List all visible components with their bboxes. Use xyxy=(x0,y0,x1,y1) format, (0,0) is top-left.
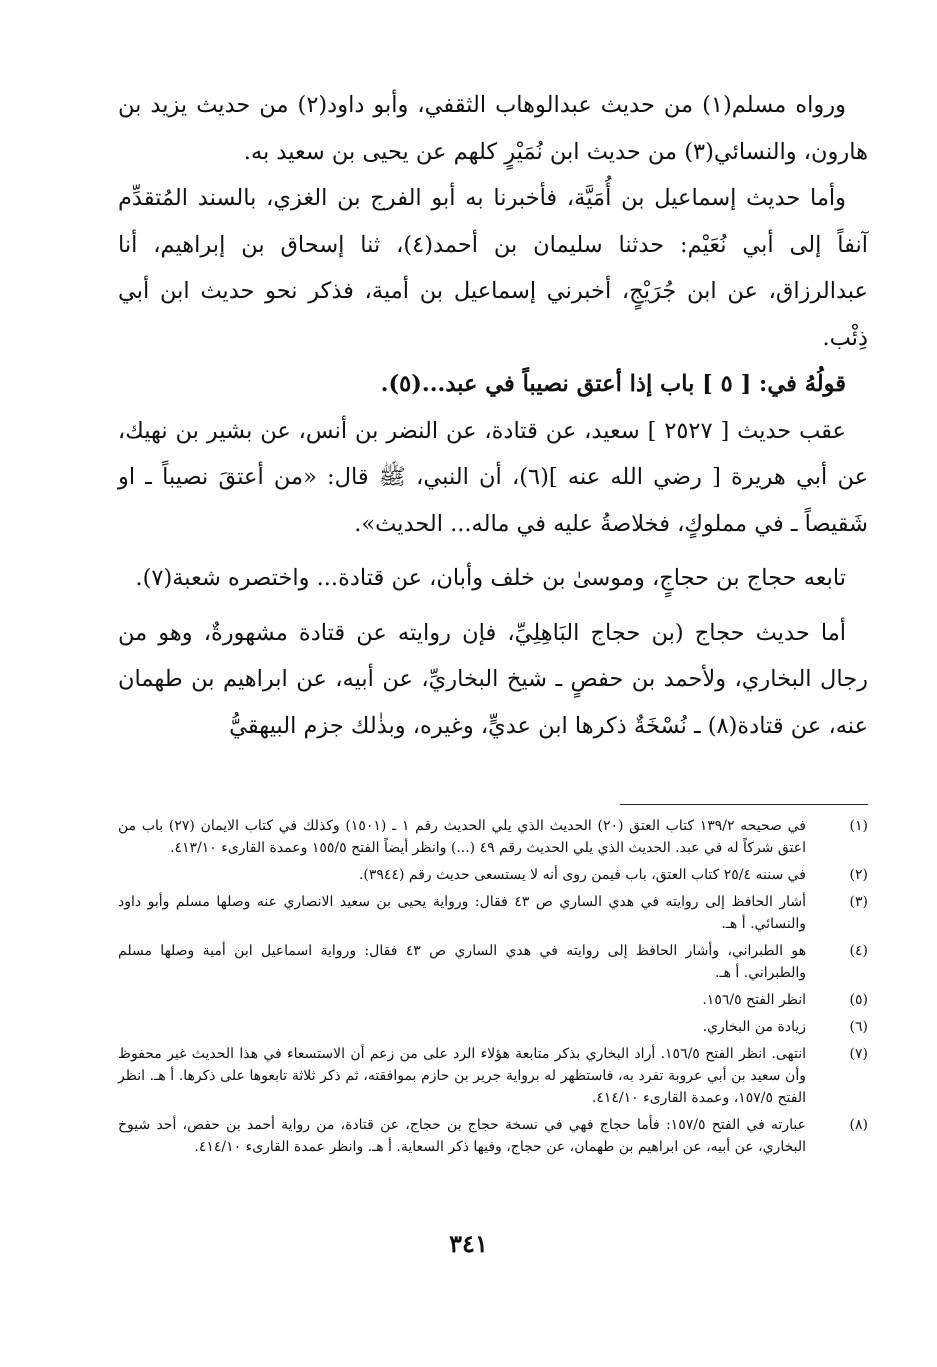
paragraph-3: عقب حديث [ ٢٥٢٧ ] سعيد، عن قتادة، عن النضر بن أنس، عن بشير بن نهيك، عن أبي هريرة [ رضي الله عنه ](٦)، أن النبي، ﷺ قال: «من أعتقَ نصيباً ـ او شَقيصاً ـ في مملوكٍ، فخلاصةُ عليه في ماله... الحديث». xyxy=(118,417,868,537)
section-heading: قولُهُ في: [ ٥ ] باب إذا أعتق نصيباً في عبد...(٥). xyxy=(380,371,846,397)
footnotes xyxy=(118,815,868,1163)
page-number: ٣٤١ xyxy=(449,1229,488,1258)
footnote-text: عبارته في الفتح ١٥٧/٥: فأما حجاج فهي في نسخة حجاج بن حجاج، عن قتادة، من رواية أحمد بن حفص، أحد شيوخ البخاري، عن أبيه، عن ابراهيم بن طهمان، عن حجاج، وفيها ذكر السعاية. أ هـ. وانظر عمدة القارىء ٤١٤/١٠. xyxy=(118,1117,806,1155)
footnote xyxy=(118,940,868,984)
footnote-number: (٤) xyxy=(849,943,868,959)
footnote-text: في سننه ٢٥/٤ كتاب العتق، باب فيمن روى أنه لا يستسعى حديث رقم (٣٩٤٤). xyxy=(358,867,806,883)
paragraph-4: تابعه حجاج بن حجاجٍ، وموسىٰ بن خلف وأبان، عن قتادة... واختصره شعبة(٧). xyxy=(135,565,846,591)
footnote-number: (٢) xyxy=(849,867,868,883)
footnote-text: انظر الفتح ١٥٦/٥. xyxy=(702,992,806,1008)
footnote-number: (٨) xyxy=(849,1117,868,1133)
footnote-text: انتهى. انظر الفتح ١٥٦/٥. أراد البخاري بذكر متابعة هؤلاء الرد على من زعم أن الاستسعاء في هذا الحديث غير محفوظ وأن سعيد بن أبي عروبة تفرد به، فاستظهر له برواية جرير بن حازم بموافقته، ثم ذكر ثلاثة تابعوها على ذكرها. أ هـ. انظر الفتح ١٥٧/٥، وعمدة القارىء ٤١٤/١٠. xyxy=(118,1046,806,1106)
footnote xyxy=(118,891,868,935)
footnote-number: (٧) xyxy=(849,1046,868,1062)
footnote-number: (٣) xyxy=(849,894,868,910)
footnote xyxy=(118,1114,868,1158)
footnote xyxy=(118,815,868,859)
footnote-text: زيادة من البخاري. xyxy=(702,1019,806,1035)
footnote xyxy=(118,1043,868,1109)
footnote xyxy=(118,864,868,886)
footnote-divider xyxy=(620,804,868,805)
footnote-number: (٦) xyxy=(849,1019,868,1035)
footnote-text: هو الطبراني، وأشار الحافظ إلى روايته في هدي الساري ص ٤٣ فقال: ورواية اسماعيل ابن أمية وصلها مسلم والطبراني. أ هـ. xyxy=(118,943,806,981)
paragraph-2: وأما حديث إسماعيل بن أُمَيَّة، فأخبرنا به أبو الفرج بن الغزي، بالسند المُتقدِّم آنفاً إلى أبي نُعَيْم: حدثنا سليمان بن أحمد(٤)، ثنا إسحاق بن إبراهيم، أنا عبدالرزاق، عن ابن جُرَيْجٍ، أخبرني إسماعيل بن أمية، فذكر نحو حديث ابن أبي ذِئْب. xyxy=(118,185,869,351)
footnote-text: أشار الحافظ إلى روايته في هدي الساري ص ٤٣ فقال: ورواية يحيى بن سعيد الانصاري عنه وصلها مسلم وأبو داود والنسائي. أ هـ. xyxy=(118,894,806,932)
footnote xyxy=(118,989,868,1011)
paragraph-1: ورواه مسلم(١) من حديث عبدالوهاب الثقفي، وأبو داود(٢) من حديث يزيد بن هارون، والنسائي(٣) من حديث ابن نُمَيْرٍ كلهم عن يحيى بن سعيد به. xyxy=(118,92,868,165)
footnote xyxy=(118,1016,868,1038)
footnote-text: في صحيحه ١٣٩/٢ كتاب العتق (٢٠) الحديث الذي يلي الحديث رقم ١ ـ (١٥٠١) وكذلك في كتاب الايمان (٢٧) باب من اعتق شركاً له في عبد. الحديث الذي يلي الحديث رقم ٤٩ (...) وانظر أيضاً الفتح ١٥٥/٥ وعمدة القارىء ٤١٣/١٠. xyxy=(118,818,806,856)
footnote-number: (٥) xyxy=(849,992,868,1008)
footnote-number: (١) xyxy=(849,818,868,834)
paragraph-5: أما حديث حجاج (بن حجاج البَاهِلِيِّ، فإن روايته عن قتادة مشهورةٌ، وهو من رجال البخاري، ولأحمد بن حفصٍ ـ شيخ البخاريِّ، عن أبيه، عن ابراهيم بن طهمان عنه، عن قتادة(٨) ـ نُسْخَةٌ ذكرها ابن عديٍّ، وغيره، وبذٰلك جزم البيهقيُّ xyxy=(118,619,868,739)
main-text xyxy=(118,82,868,749)
